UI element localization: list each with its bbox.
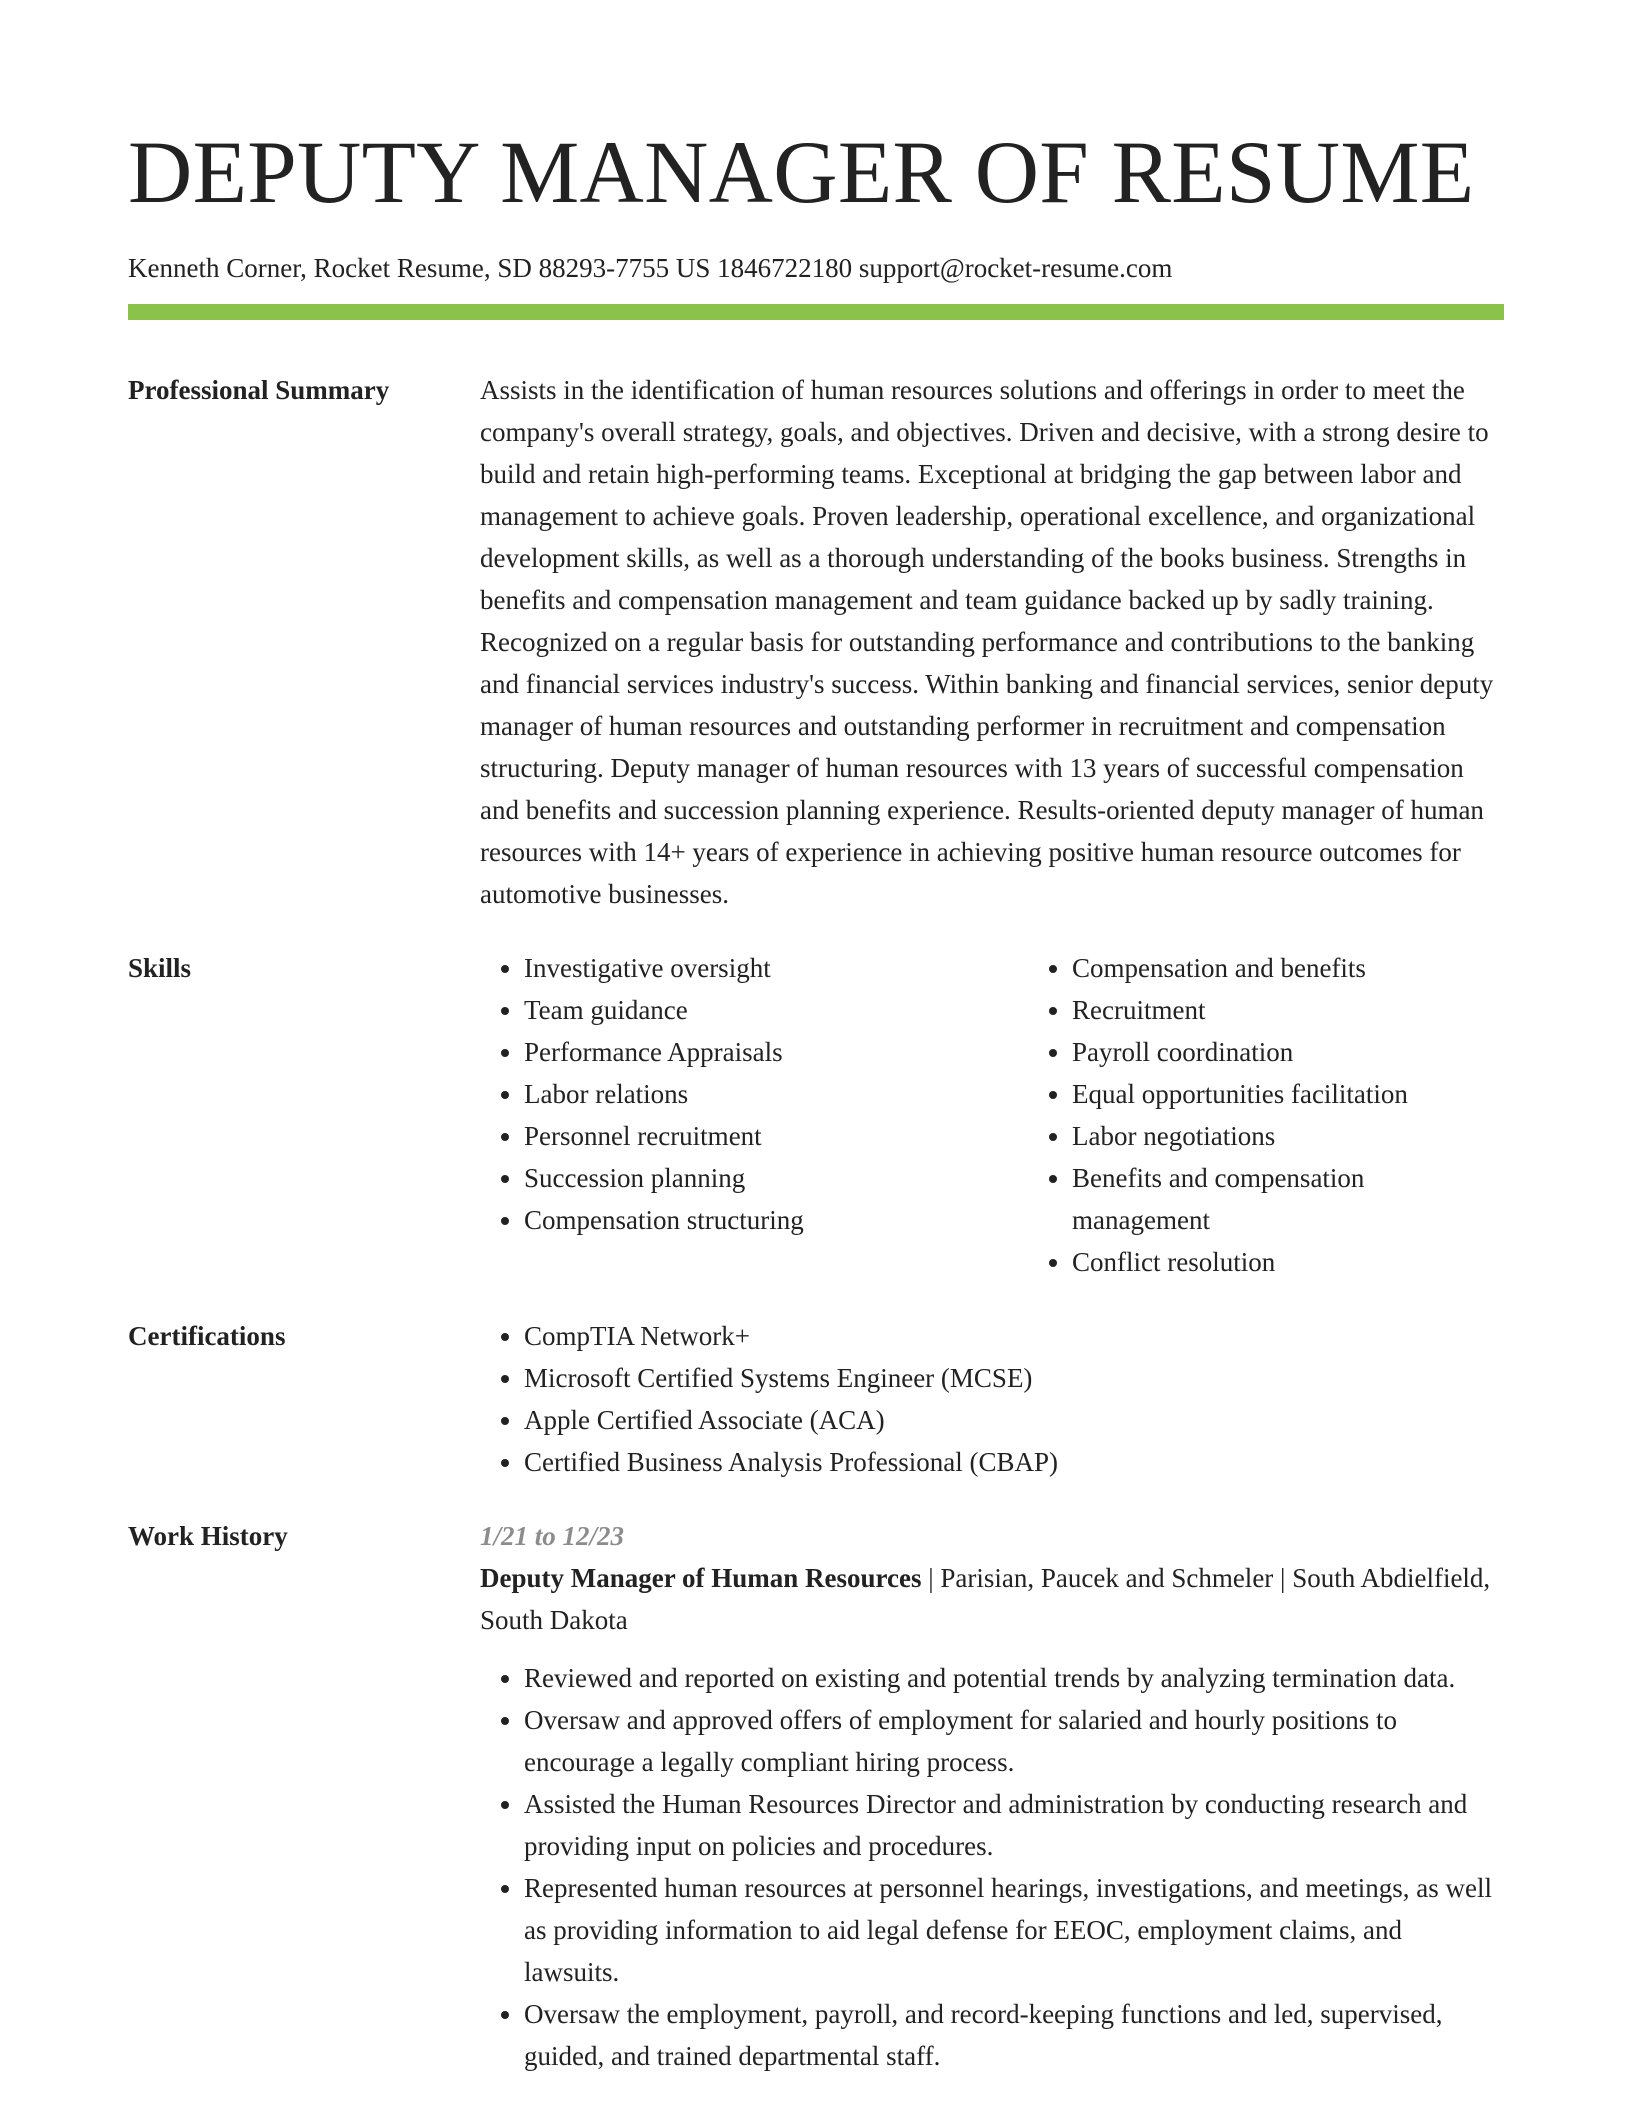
section-label-certifications: Certifications bbox=[128, 1321, 286, 1351]
job-bullet: • Represented human resources at personnel hearings, investigations, and meetings, as well as providing information to aid legal defense for EEOC, employment claims, and lawsuits. bbox=[524, 1867, 1504, 1993]
job-title: Deputy Manager of Human Resources bbox=[480, 1563, 922, 1593]
skill-item: • Labor relations bbox=[524, 1073, 1028, 1115]
section-label-skills: Skills bbox=[128, 953, 192, 983]
skill-item: • Labor negotiations bbox=[1072, 1115, 1504, 1157]
skill-item: • Conflict resolution bbox=[1072, 1241, 1504, 1283]
skill-item: • Compensation structuring bbox=[524, 1199, 1028, 1241]
skill-item: • Investigative oversight bbox=[524, 947, 1028, 989]
job-bullet: • Reviewed and reported on existing and potential trends by analyzing termination data. bbox=[524, 1657, 1504, 1699]
summary-body bbox=[480, 369, 1504, 915]
job-dates: 1/21 to 12/23 bbox=[480, 1521, 625, 1551]
skill-item: • Equal opportunities facilitation bbox=[1072, 1073, 1504, 1115]
work-history-section bbox=[128, 1515, 1504, 2077]
certification-item: • Certified Business Analysis Professional (CBAP) bbox=[524, 1441, 1504, 1483]
contact-line: Kenneth Corner, Rocket Resume, SD 88293-7755 US 1846722180 support@rocket-resume.com bbox=[128, 253, 1173, 283]
skill-item: • Recruitment bbox=[1072, 989, 1504, 1031]
job-entry bbox=[480, 1515, 1504, 2077]
certification-item: • Apple Certified Associate (ACA) bbox=[524, 1399, 1504, 1441]
summary-text: Assists in the identification of human resources solutions and offerings in order to meet the company's overall strategy, goals, and objectives. Driven and decisive, with a strong desire to build and retain high-performing teams. Exceptional at bridging the gap between labor and management to achieve goals. Proven leadership, operational excellence, and organizational development skills, as well as a thorough understanding of the books business. Strengths in benefits and compensation management and team guidance backed up by sadly training. Recognized on a regular basis for outstanding performance and contributions to the banking and financial services industry's success. Within banking and financial services, senior deputy manager of human resources and outstanding performer in recruitment and compensation structuring. Deputy manager of human resources with 13 years of successful compensation and benefits and succession planning experience. Results-oriented deputy manager of human resources with 14+ years of experience in achieving positive human resource outcomes for automotive businesses. bbox=[480, 375, 1494, 909]
certification-item: • CompTIA Network+ bbox=[524, 1315, 1504, 1357]
skills-section bbox=[128, 947, 1504, 1283]
skill-item: • Team guidance bbox=[524, 989, 1028, 1031]
job-bullet: • Assisted the Human Resources Director and administration by conducting research and providing input on policies and procedures. bbox=[524, 1783, 1504, 1867]
skills-column-2 bbox=[1028, 947, 1504, 1283]
section-label-work-history: Work History bbox=[128, 1521, 288, 1551]
work-history-body bbox=[480, 1515, 1504, 2077]
job-bullets bbox=[480, 1657, 1504, 2077]
skill-item: • Succession planning bbox=[524, 1157, 1028, 1199]
certifications-body bbox=[480, 1315, 1504, 1483]
job-heading bbox=[480, 1557, 1504, 1641]
skill-item: • Compensation and benefits bbox=[1072, 947, 1504, 989]
resume-title: DEPUTY MANAGER OF RESUME bbox=[128, 124, 1475, 222]
resume-header bbox=[128, 124, 1504, 320]
skills-column-1 bbox=[480, 947, 1028, 1283]
skill-item: • Payroll coordination bbox=[1072, 1031, 1504, 1073]
skill-item: • Personnel recruitment bbox=[524, 1115, 1028, 1157]
certifications-section bbox=[128, 1315, 1504, 1483]
header-divider bbox=[128, 304, 1504, 320]
section-label-summary: Professional Summary bbox=[128, 375, 390, 405]
skill-item: • Benefits and compensation management bbox=[1072, 1157, 1504, 1241]
job-bullet: • Oversaw and approved offers of employment for salaried and hourly positions to encourage a legally compliant hiring process. bbox=[524, 1699, 1504, 1783]
professional-summary-section bbox=[128, 369, 1504, 915]
job-bullet: • Oversaw the employment, payroll, and record-keeping functions and led, supervised, guided, and trained departmental staff. bbox=[524, 1993, 1504, 2077]
certification-item: • Microsoft Certified Systems Engineer (MCSE) bbox=[524, 1357, 1504, 1399]
skill-item: • Performance Appraisals bbox=[524, 1031, 1028, 1073]
certifications-list bbox=[480, 1315, 1504, 1483]
skills-grid bbox=[480, 947, 1504, 1283]
job-employer-location: | Parisian, Paucek and Schmeler | South Abdielfield, South Dakota bbox=[480, 1563, 1491, 1635]
